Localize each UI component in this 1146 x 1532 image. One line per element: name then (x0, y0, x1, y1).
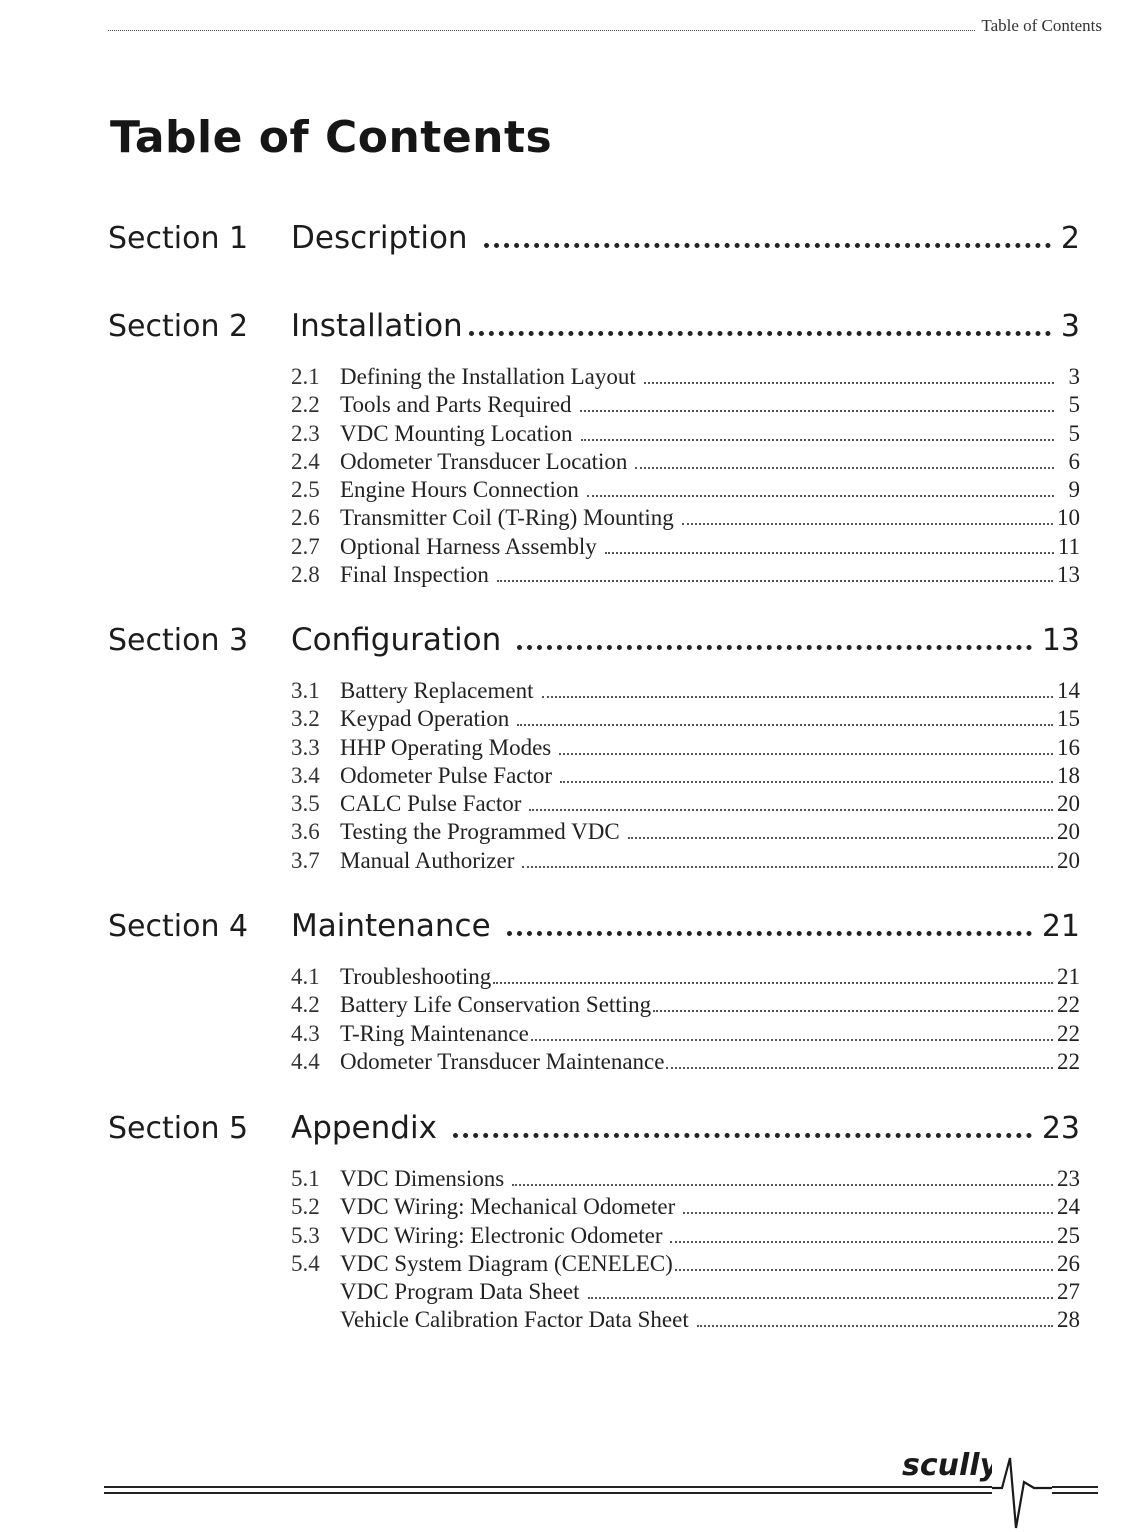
item-page: 24 (1057, 1194, 1080, 1220)
item-page: 18 (1057, 762, 1080, 788)
item-number: 3.2 (291, 706, 320, 732)
item-number: 4.1 (291, 964, 320, 989)
toc-item[interactable] (291, 449, 1080, 477)
item-page: 26 (1057, 1250, 1080, 1276)
toc-item[interactable] (291, 1223, 1080, 1251)
section-heading[interactable] (108, 908, 1080, 954)
item-number: 3.7 (291, 847, 320, 873)
item-number: 5.4 (291, 1250, 320, 1276)
item-label: Odometer Transducer Maintenance (340, 1048, 665, 1074)
section-label: Section 4 (108, 909, 249, 944)
toc-item[interactable] (291, 848, 1080, 876)
item-page: 11 (1057, 533, 1080, 559)
section-label: Section 3 (108, 623, 249, 658)
dot-leader (529, 805, 1053, 811)
page-title: Table of Contents (110, 112, 553, 163)
dot-leader (469, 325, 1051, 336)
item-page: 21 (1057, 964, 1080, 989)
item-label: Odometer Pulse Factor (340, 762, 553, 788)
item-number: 5.3 (291, 1222, 320, 1248)
item-label: Odometer Transducer Location (340, 448, 628, 474)
dot-leader (560, 777, 1053, 783)
dot-leader (493, 978, 1053, 984)
item-label: T-Ring Maintenance (340, 1020, 529, 1046)
dot-leader (512, 1180, 1053, 1186)
toc-item[interactable] (291, 706, 1080, 734)
dot-leader (683, 1208, 1053, 1214)
section-page: 21 (1041, 909, 1080, 944)
section-heading[interactable] (108, 308, 1080, 354)
item-number: 2.8 (291, 562, 320, 588)
dot-leader (635, 463, 1054, 469)
dot-leader (675, 1265, 1053, 1271)
item-page: 9 (1068, 477, 1080, 503)
toc-item[interactable] (291, 505, 1080, 533)
section-title: Description (291, 220, 468, 256)
item-number: 2.3 (291, 420, 320, 446)
item-label: Final Inspection (340, 562, 489, 588)
item-page: 13 (1057, 562, 1080, 588)
section-page: 2 (1060, 221, 1080, 256)
toc-item[interactable] (291, 1307, 1080, 1335)
toc-item[interactable] (291, 992, 1080, 1020)
dot-leader (507, 925, 1032, 936)
running-header (108, 16, 1102, 36)
toc-item[interactable] (291, 364, 1080, 392)
item-number: 3.3 (291, 734, 320, 760)
dot-leader (581, 435, 1054, 441)
item-label: VDC Dimensions (340, 1166, 505, 1191)
item-label: VDC Program Data Sheet (340, 1279, 580, 1305)
dot-leader (542, 692, 1053, 698)
item-label: HHP Operating Modes (340, 734, 552, 760)
item-label: Defining the Installation Layout (340, 364, 636, 389)
item-number: 3.1 (291, 678, 320, 703)
item-number: 3.6 (291, 819, 320, 845)
dot-leader (517, 639, 1032, 650)
toc-item[interactable] (291, 819, 1080, 847)
dot-leader (588, 1293, 1053, 1299)
item-label: Engine Hours Connection (340, 477, 579, 503)
item-number: 5.1 (291, 1166, 320, 1191)
section-title: Configuration (291, 622, 502, 658)
toc-item[interactable] (291, 534, 1080, 562)
item-page: 28 (1057, 1307, 1080, 1333)
item-page: 22 (1057, 1020, 1080, 1046)
item-page: 22 (1057, 992, 1080, 1018)
toc-section-1 (108, 220, 1080, 266)
toc-item-list (291, 364, 1080, 590)
item-label: Transmitter Coil (T-Ring) Mounting (340, 505, 674, 531)
running-title: Table of Contents (981, 16, 1102, 35)
dot-leader (644, 378, 1054, 384)
dot-leader (666, 1063, 1053, 1069)
toc-item[interactable] (291, 678, 1080, 706)
item-number: 2.4 (291, 448, 320, 474)
toc-item-list (291, 678, 1080, 876)
footer-rule-bottom (104, 1492, 1098, 1494)
scully-logo: scully (902, 1448, 1000, 1483)
toc-item[interactable] (291, 1021, 1080, 1049)
item-page: 14 (1057, 678, 1080, 703)
item-number: 5.2 (291, 1194, 320, 1220)
section-label: Section 2 (108, 309, 249, 344)
item-number: 3.4 (291, 762, 320, 788)
dot-leader (587, 491, 1054, 497)
item-number: 4.2 (291, 992, 320, 1018)
toc-section-3 (108, 622, 1080, 876)
item-page: 23 (1057, 1166, 1080, 1191)
toc-item[interactable] (291, 964, 1080, 992)
item-label: Manual Authorizer (340, 847, 515, 873)
pulse-logo-icon (992, 1448, 1052, 1532)
item-page: 22 (1057, 1048, 1080, 1074)
item-page: 5 (1068, 392, 1080, 418)
toc-item[interactable] (291, 1251, 1080, 1279)
dot-leader (697, 1321, 1053, 1327)
item-number: 2.2 (291, 392, 320, 418)
section-page: 13 (1041, 623, 1080, 658)
item-page: 5 (1068, 420, 1080, 446)
toc-item-list (291, 1166, 1080, 1336)
section-label: Section 5 (108, 1111, 249, 1146)
item-label: Tools and Parts Required (340, 392, 572, 418)
section-heading[interactable] (108, 622, 1080, 668)
item-page: 20 (1057, 791, 1080, 817)
item-label: Troubleshooting (340, 964, 492, 989)
section-page: 3 (1060, 309, 1080, 344)
dot-leader (670, 1237, 1053, 1243)
toc-item[interactable] (291, 1194, 1080, 1222)
item-label: Battery Replacement (340, 678, 534, 703)
dot-leader (522, 862, 1053, 868)
toc-section-4 (108, 908, 1080, 1077)
toc-item[interactable] (291, 477, 1080, 505)
toc-item[interactable] (291, 562, 1080, 590)
toc-item[interactable] (291, 392, 1080, 420)
dot-leader (517, 720, 1053, 726)
item-number: 3.5 (291, 791, 320, 817)
dot-leader (605, 548, 1054, 554)
toc-item[interactable] (291, 763, 1080, 791)
section-title: Appendix (291, 1110, 437, 1146)
section-title: Installation (291, 308, 463, 344)
item-page: 10 (1057, 505, 1080, 531)
item-label: Vehicle Calibration Factor Data Sheet (340, 1307, 689, 1333)
toc-section-5 (108, 1110, 1080, 1336)
toc-item-list (291, 964, 1080, 1077)
item-page: 15 (1057, 706, 1080, 732)
footer-rule-top (104, 1486, 1098, 1488)
section-label: Section 1 (108, 221, 249, 256)
item-label: Battery Life Conservation Setting (340, 992, 652, 1018)
dot-leader (653, 1006, 1053, 1012)
item-page: 27 (1057, 1279, 1080, 1305)
item-page: 3 (1068, 364, 1080, 389)
dot-leader (531, 1035, 1053, 1041)
item-label: CALC Pulse Factor (340, 791, 522, 817)
item-label: Keypad Operation (340, 706, 510, 732)
toc-section-2 (108, 308, 1080, 590)
dot-leader (559, 749, 1053, 755)
dot-leader (682, 519, 1053, 525)
item-number: 2.7 (291, 533, 320, 559)
item-label: VDC Mounting Location (340, 420, 573, 446)
page-footer (104, 1448, 1098, 1530)
item-label: VDC Wiring: Mechanical Odometer (340, 1194, 676, 1220)
item-label: VDC System Diagram (CENELEC) (340, 1250, 673, 1276)
item-label: Optional Harness Assembly (340, 533, 597, 559)
section-heading[interactable] (108, 220, 1080, 266)
item-label: VDC Wiring: Electronic Odometer (340, 1222, 663, 1248)
item-page: 20 (1057, 819, 1080, 845)
toc-item[interactable] (291, 1166, 1080, 1194)
toc-item[interactable] (291, 735, 1080, 763)
dot-leader (497, 576, 1053, 582)
header-leader (108, 20, 975, 31)
toc-item[interactable] (291, 791, 1080, 819)
section-title: Maintenance (291, 908, 491, 944)
item-number: 4.3 (291, 1020, 320, 1046)
section-heading[interactable] (108, 1110, 1080, 1156)
toc-item[interactable] (291, 1279, 1080, 1307)
toc-item[interactable] (291, 1049, 1080, 1077)
section-page: 23 (1041, 1111, 1080, 1146)
item-page: 16 (1057, 734, 1080, 760)
item-number: 2.1 (291, 364, 320, 389)
item-page: 20 (1057, 847, 1080, 873)
item-number: 2.5 (291, 477, 320, 503)
item-page: 25 (1057, 1222, 1080, 1248)
item-page: 6 (1068, 448, 1080, 474)
dot-leader (484, 237, 1051, 248)
toc-item[interactable] (291, 421, 1080, 449)
dot-leader (580, 406, 1054, 412)
item-number: 4.4 (291, 1048, 320, 1074)
item-number: 2.6 (291, 505, 320, 531)
item-label: Testing the Programmed VDC (340, 819, 620, 845)
dot-leader (628, 833, 1053, 839)
dot-leader (453, 1127, 1032, 1138)
